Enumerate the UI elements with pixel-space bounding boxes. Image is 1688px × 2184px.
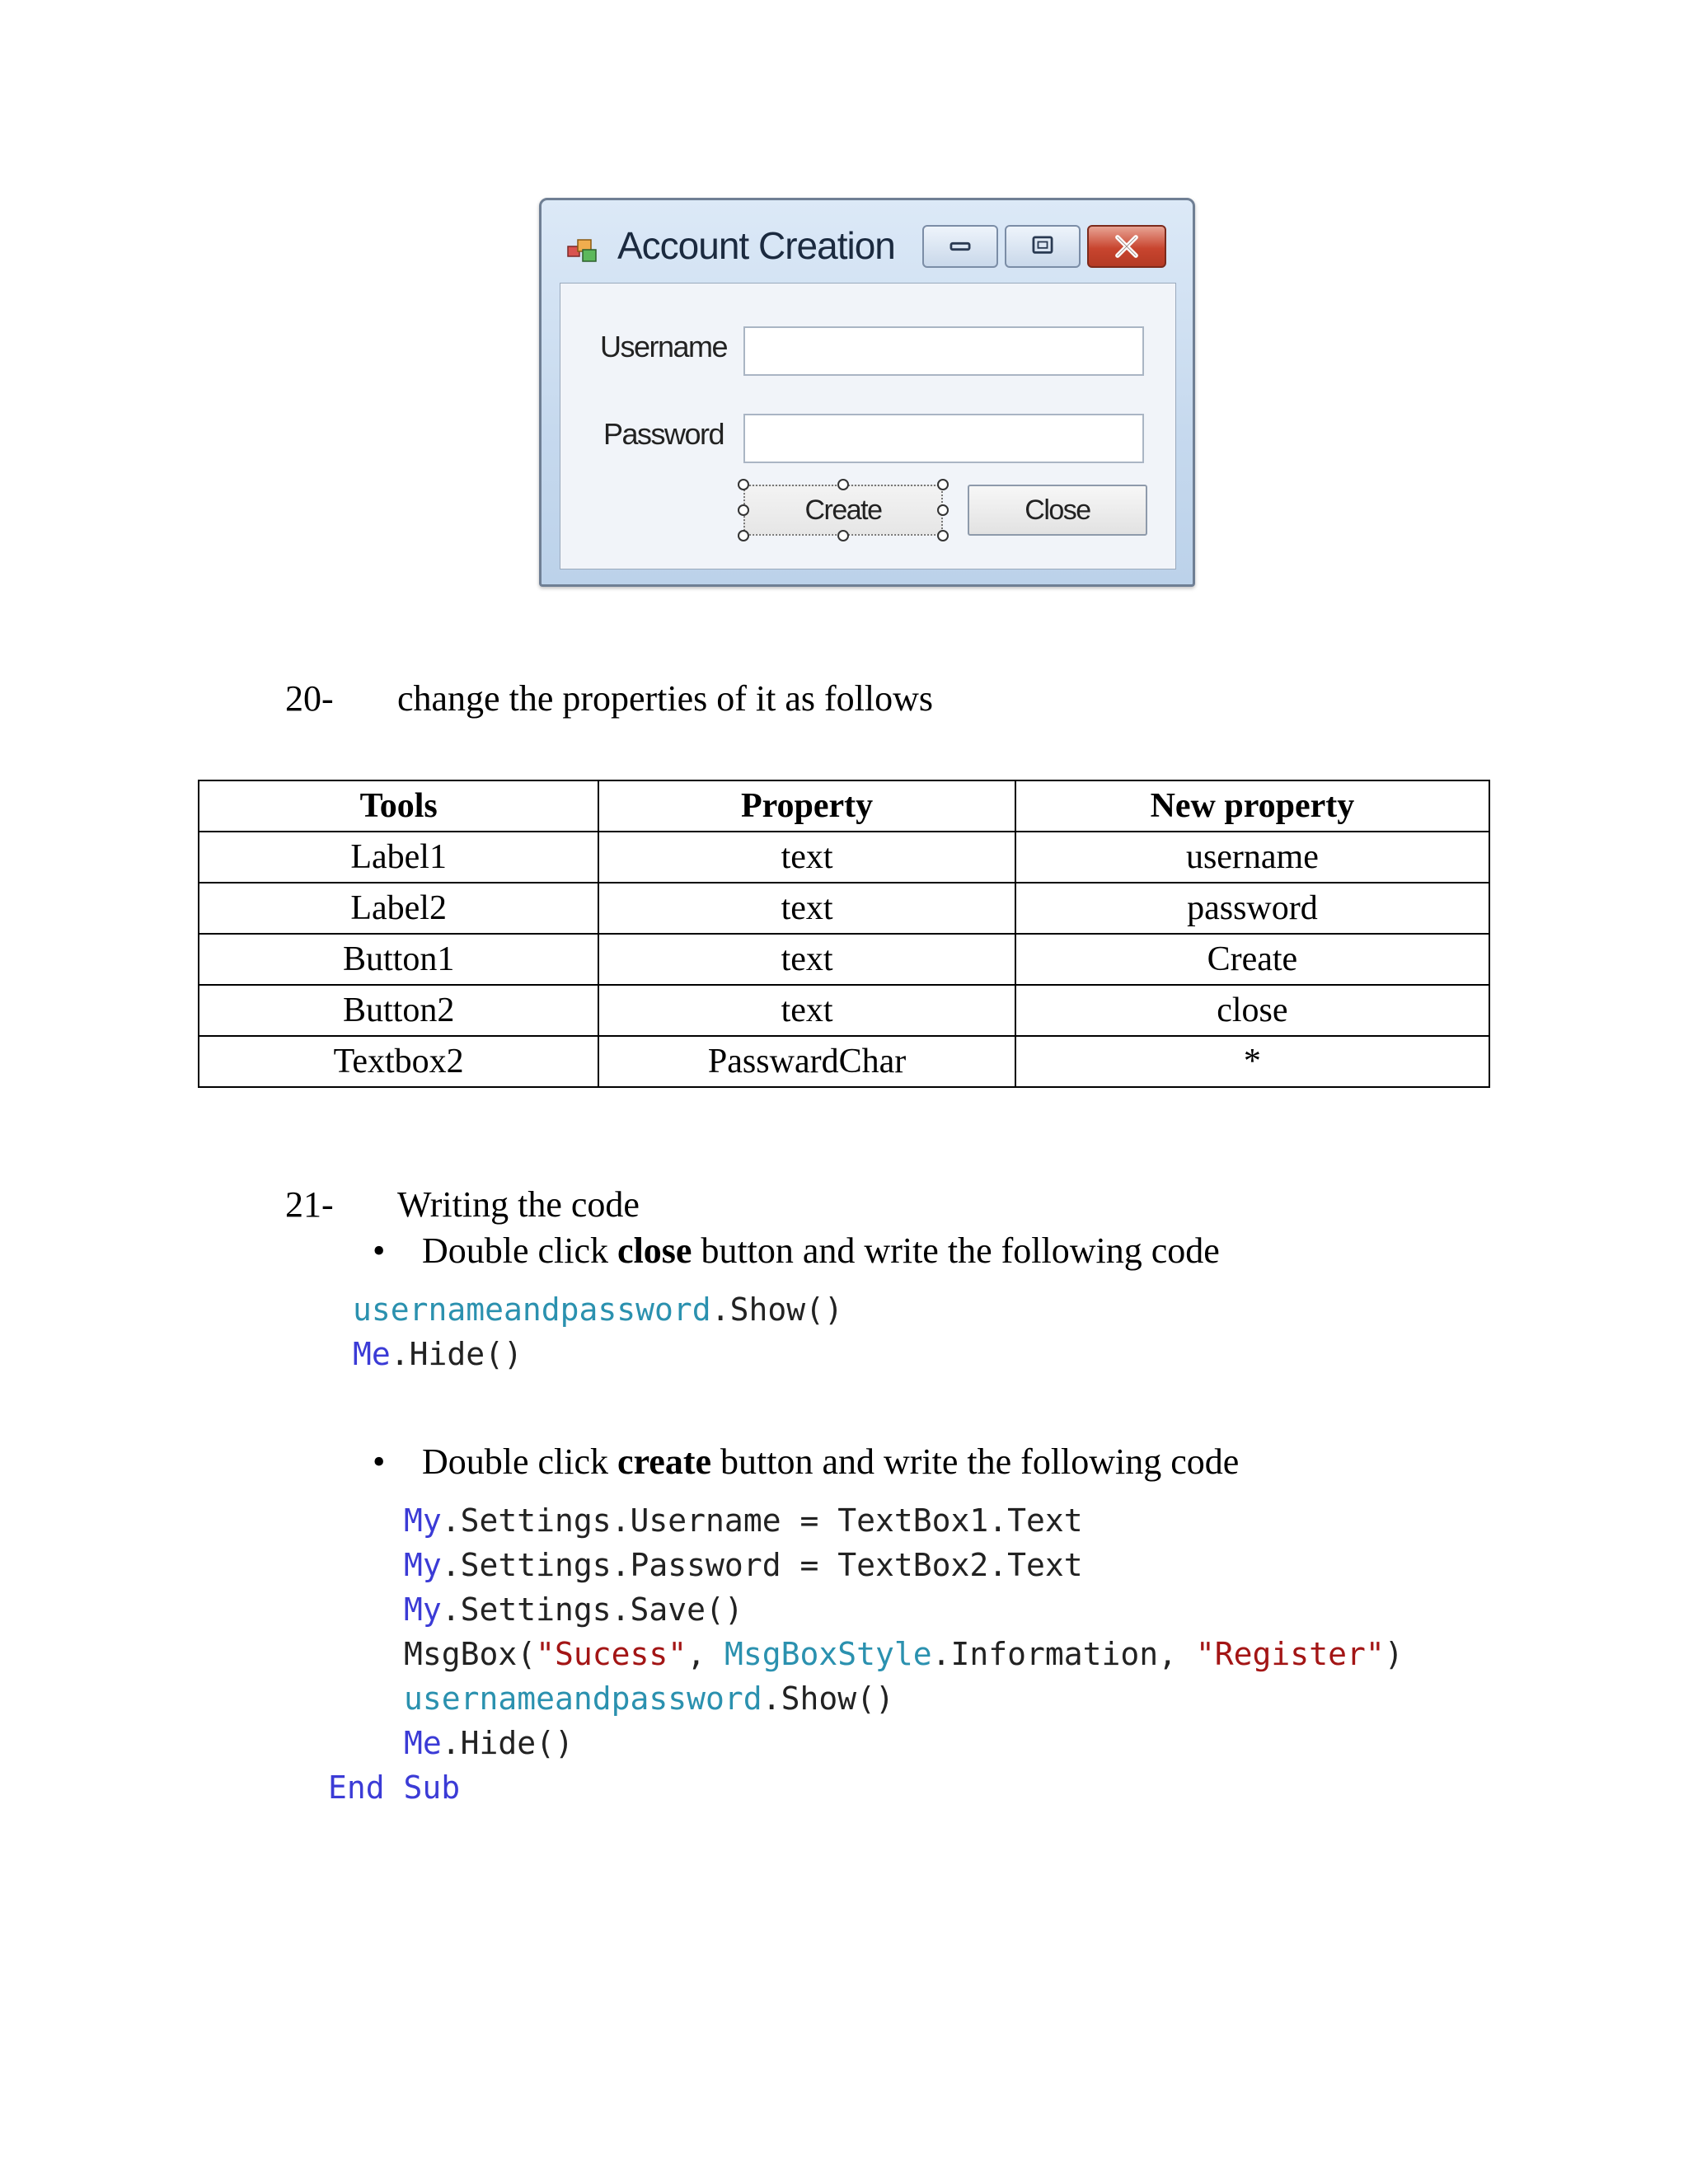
table-cell: text [598,985,1015,1036]
end-sub-code [328,1765,460,1810]
code-token: MsgBox( [404,1636,537,1672]
restore-button[interactable] [1005,225,1081,268]
column-header: Property [598,780,1015,832]
resize-handle[interactable] [738,530,749,541]
username-label: Username [600,330,728,363]
table-row [199,1036,1489,1087]
bullet-text-before: Double click [422,1441,618,1482]
close-icon [1089,227,1165,266]
window-title: Account Creation [617,224,895,267]
table-cell: password [1015,883,1489,934]
app-icon [566,235,599,265]
table-cell: Button1 [199,934,598,985]
window-close-button[interactable] [1087,225,1166,268]
code-token: .Hide() [441,1725,574,1761]
resize-handle[interactable] [837,479,849,490]
username-textbox[interactable] [743,326,1144,376]
resize-handle[interactable] [937,530,949,541]
form-client-area [560,283,1176,569]
table-row [199,883,1489,934]
properties-table [198,780,1490,1088]
bullet-icon: • [373,1230,386,1271]
resize-handle[interactable] [837,530,849,541]
table-cell: close [1015,985,1489,1036]
restore-icon [1006,227,1079,266]
code-token: My [404,1591,442,1628]
table-cell: Create [1015,934,1489,985]
step-text: Writing the code [397,1184,640,1225]
code-token: ) [1384,1636,1404,1672]
bullet-text-bold: close [617,1230,692,1271]
code-token: .Show() [710,1291,843,1328]
bullet-icon: • [373,1441,386,1482]
table-cell: Button2 [199,985,598,1036]
table-cell: Textbox2 [199,1036,598,1087]
account-creation-window [539,198,1195,587]
password-textbox[interactable] [743,414,1144,463]
code-line [404,1721,1404,1765]
resize-handle[interactable] [937,504,949,516]
bullet-text-after: button and write the following code [711,1441,1240,1482]
bullet-text [422,1441,1239,1483]
code-token: End Sub [328,1769,461,1806]
code-token: , [687,1636,724,1672]
code-token: .Settings.Password = TextBox2.Text [441,1547,1083,1583]
table-row [199,832,1489,883]
resize-handle[interactable] [738,504,749,516]
table-cell: username [1015,832,1489,883]
code-line [404,1587,1404,1632]
password-label: Password [603,417,724,451]
create-button[interactable]: Create [743,485,943,536]
code-token: usernameandpassword [353,1291,711,1328]
resize-handle[interactable] [937,479,949,490]
code-line [404,1676,1404,1721]
table-cell: Label1 [199,832,598,883]
code-line [328,1765,460,1810]
bullet-text-bold: create [617,1441,712,1482]
column-header: New property [1015,780,1489,832]
table-cell: Label2 [199,883,598,934]
code-token: "Sucess" [536,1636,687,1672]
resize-handle[interactable] [738,479,749,490]
code-token: My [404,1502,442,1539]
table-cell: text [598,832,1015,883]
code-line [404,1632,1404,1676]
close-button[interactable]: Close [968,485,1147,536]
code-token: usernameandpassword [404,1680,762,1717]
table-cell: PasswardChar [598,1036,1015,1087]
code-token: Me [353,1336,391,1372]
code-line [404,1543,1404,1587]
window-titlebar [542,200,1193,279]
column-header: Tools [199,780,598,832]
code-token: .Settings.Username = TextBox1.Text [441,1502,1083,1539]
create-button-code [404,1498,1404,1765]
code-token: .Settings.Save() [441,1591,743,1628]
table-row [199,934,1489,985]
code-token: .Show() [762,1680,894,1717]
code-token: MsgBoxStyle [724,1636,932,1672]
close-button-code [353,1287,843,1376]
minimize-button[interactable] [922,225,998,268]
table-cell: text [598,934,1015,985]
bullet-text-after: button and write the following code [692,1230,1220,1271]
table-header-row [199,780,1489,832]
code-token: "Register" [1195,1636,1385,1672]
code-token: My [404,1547,442,1583]
code-token: .Hide() [390,1336,523,1372]
code-token: Me [404,1725,442,1761]
code-line [404,1498,1404,1543]
table-cell: * [1015,1036,1489,1087]
minimize-icon [924,227,996,266]
code-line [353,1332,843,1376]
table-cell: text [598,883,1015,934]
step-number: 20- [285,678,334,719]
bullet-text [422,1230,1220,1272]
code-token: .Information, [931,1636,1196,1672]
code-line [353,1287,843,1332]
bullet-text-before: Double click [422,1230,618,1271]
step-text: change the properties of it as follows [397,678,934,719]
table-row [199,985,1489,1036]
step-number: 21- [285,1184,334,1225]
